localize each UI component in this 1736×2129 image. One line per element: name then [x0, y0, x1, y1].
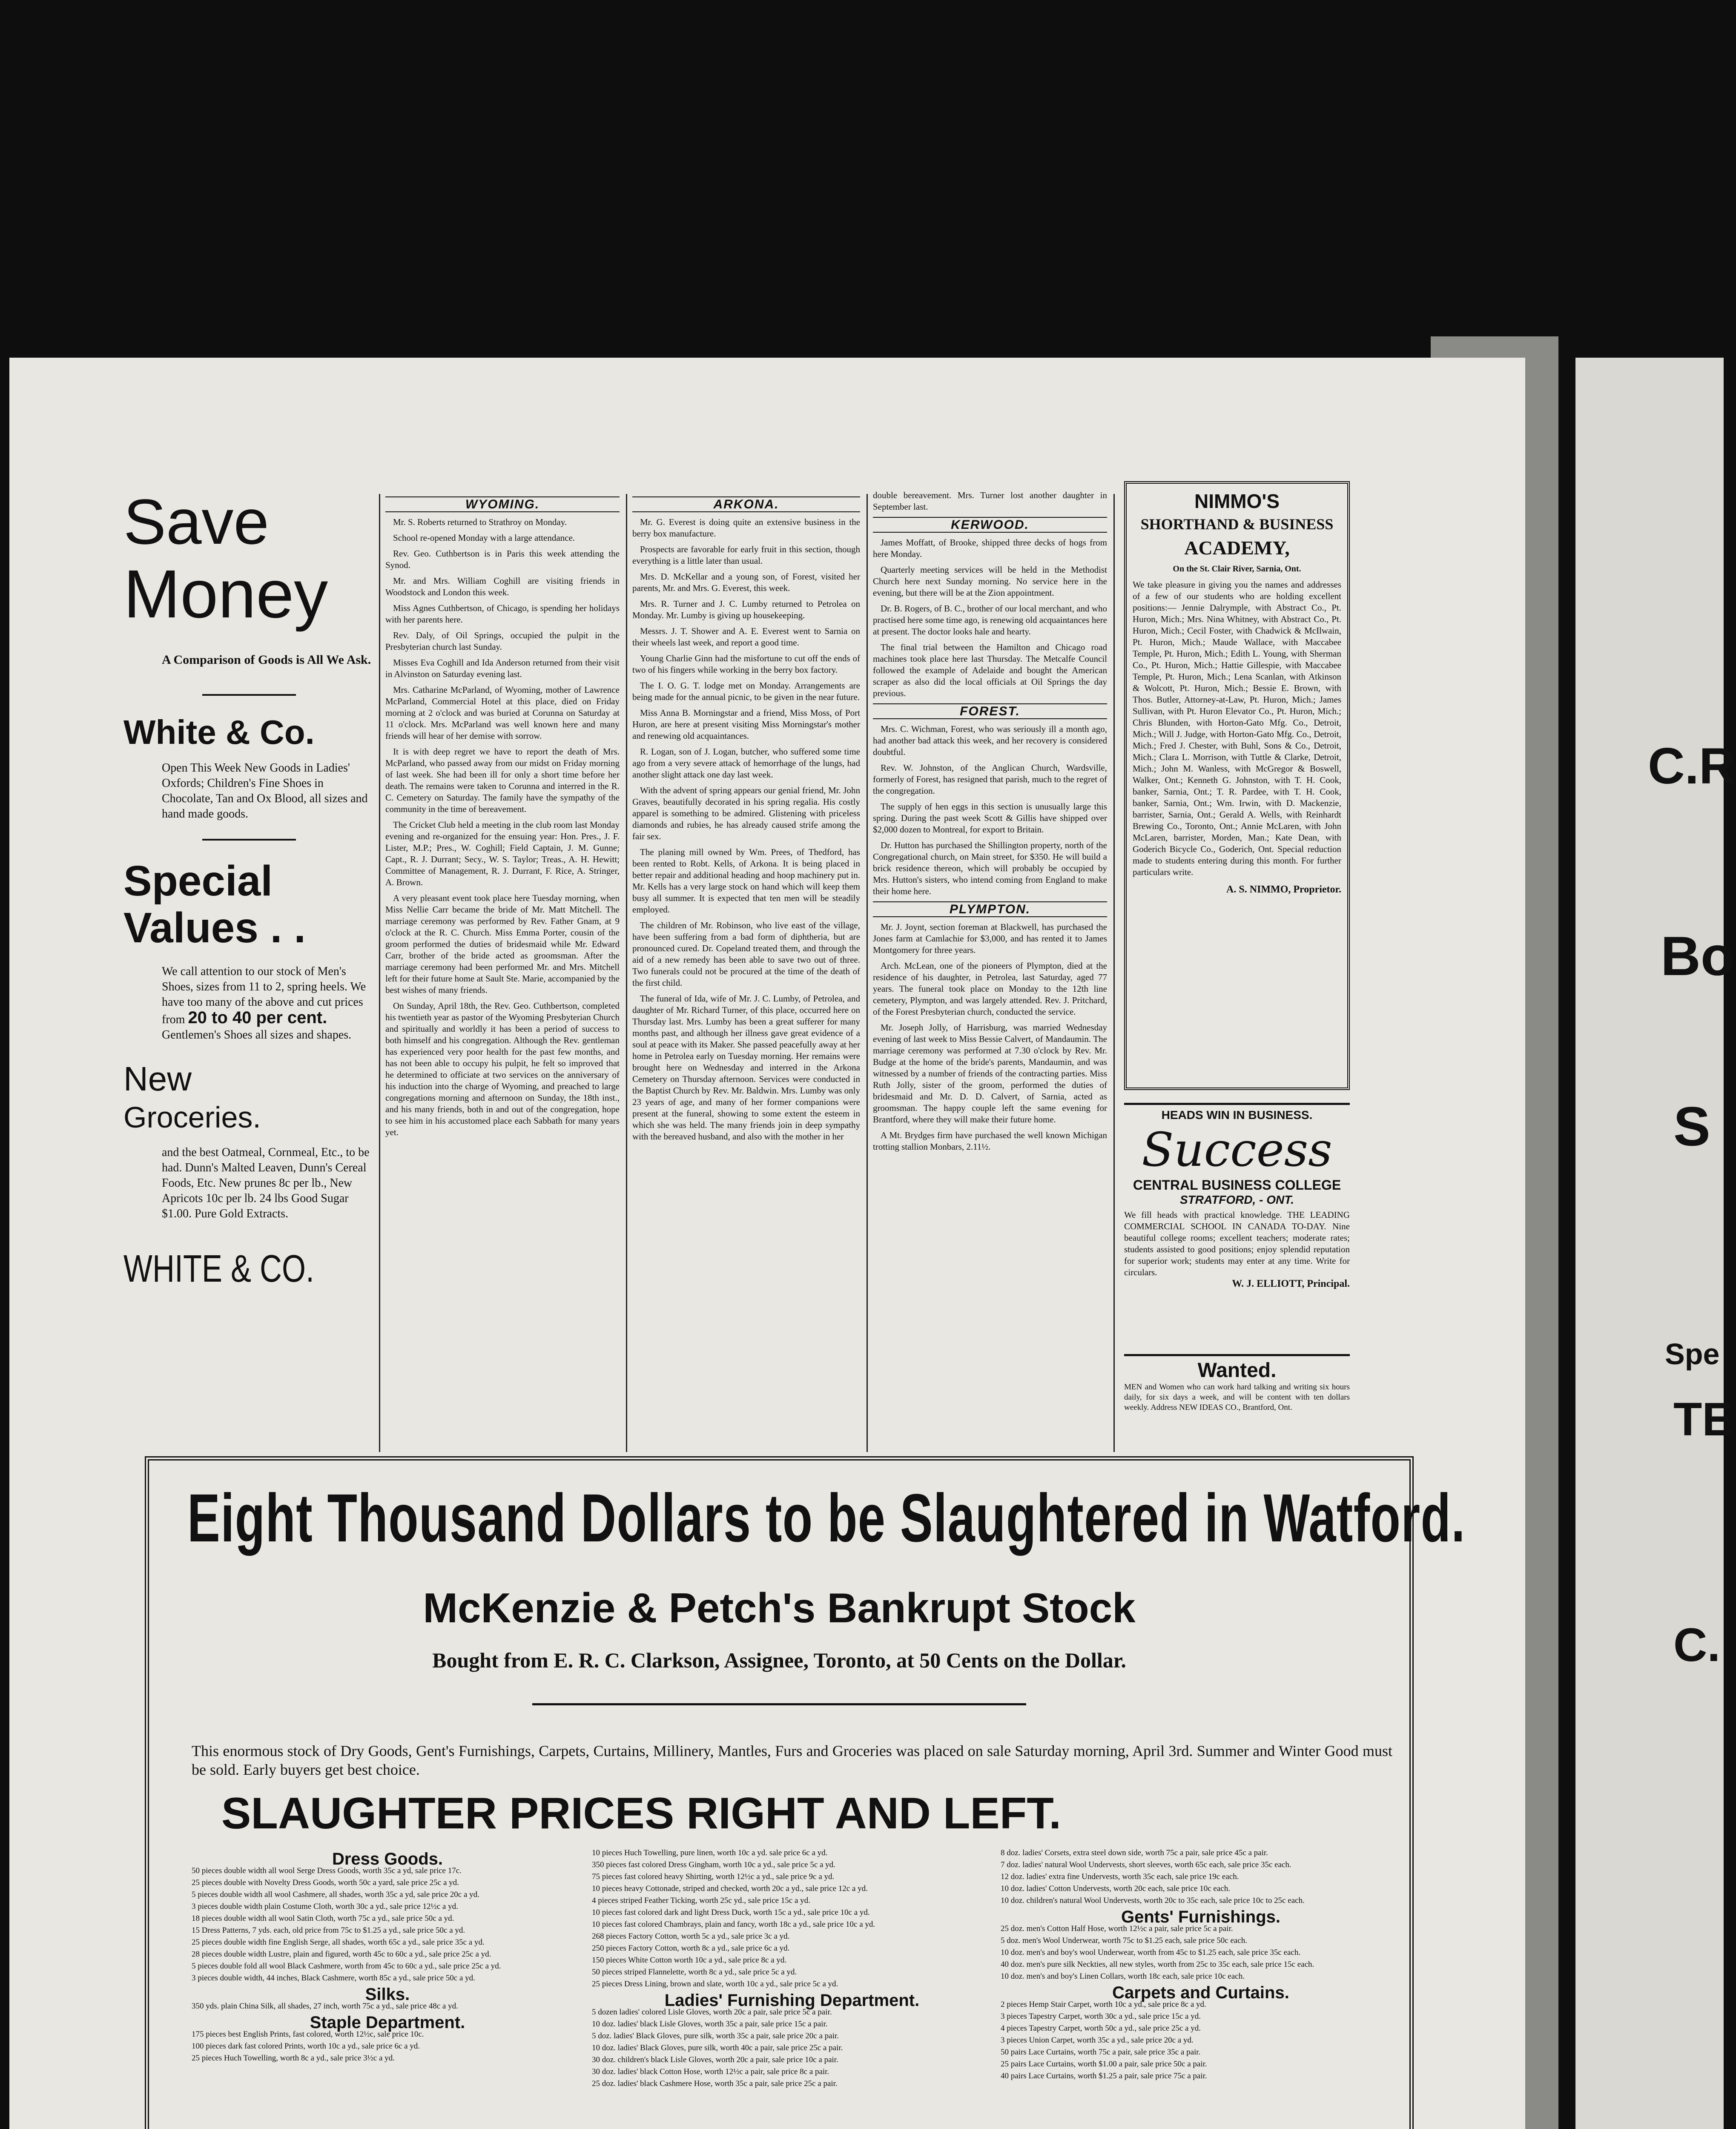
item: 5 dozen ladies' colored Lisle Gloves, worth 20c a pair, sale price 5c a pair. [592, 2008, 832, 2017]
item: 268 pieces Factory Cotton, worth 5c a yd., sale price 3c a yd. [592, 1932, 790, 1941]
item: 40 pairs Lace Curtains, worth $1.25 a pair, sale price 75c a pair. [1001, 2072, 1207, 2080]
fragment-text: C.R [1648, 737, 1736, 795]
column-rule [1113, 494, 1115, 1452]
ad-slaughter: SLAUGHTER PRICES RIGHT AND LEFT. [221, 1789, 1062, 1838]
ladies-title: Ladies' Furnishing Department. [664, 1991, 920, 2010]
news-item: The planing mill owned by Wm. Prees, of Thedford, has been rented to Robt. Kells, of Arkona. It is being placed in better repair and additional heading and hoop machinery put in. Mr. Kells has a very large stock on hand which will keep them busy all summer. It is expected that ten men will be steadily employed. [632, 847, 860, 915]
fragment-text: S [1673, 1095, 1710, 1157]
carpets-title: Carpets and Curtains. [1112, 1983, 1289, 2002]
item: 350 pieces fast colored Dress Gingham, worth 10c a yd., sale price 5c a yd. [592, 1860, 835, 1869]
ad-column-1 [192, 1848, 583, 2065]
kerwood-forest-plympton-column [873, 490, 1107, 1448]
item: 2 pieces Hemp Stair Carpet, worth 10c a yd., sale price 8c a yd. [1001, 2000, 1206, 2009]
item: 75 pieces fast colored heavy Shirting, worth 12½c a yd., sale price 9c a yd. [592, 1872, 835, 1881]
item: 4 pieces striped Feather Ticking, worth 25c yd., sale price 15c a yd. [592, 1896, 810, 1905]
item: 30 doz. ladies' black Cotton Hose, worth 12½c a pair, sale price 8c a pair. [592, 2067, 829, 2076]
ad-stock-title: McKenzie & Petch's Bankrupt Stock [423, 1584, 1136, 1631]
news-item: Quarterly meeting services will be held in the Methodist Church here next Sunday morning. No service here in the evening, but there will be at the Zion appointment. [873, 565, 1107, 598]
groceries-text: and the best Oatmeal, Cornmeal, Etc., to be had. Dunn's Malted Leaven, Dunn's Cereal Foods, Etc. New prunes 8c per lb., New Apricots 10c per lb. 24 lbs Good Sugar $1.00. Pure Gold Extracts. [162, 1146, 370, 1220]
values-text-2: Gentlemen's Shoes all sizes and shapes. [162, 1028, 352, 1042]
silks-title: Silks. [365, 1985, 410, 2004]
item: 100 pieces dark fast colored Prints, worth 10c a yd., sale price 6c a yd. [192, 2042, 420, 2051]
news-item: Arch. McLean, one of the pioneers of Plympton, died at the residence of his daughter, in Petrolea, last Saturday, aged 77 years. The funeral took place on Monday to the 12th line cemetery, Plympton, and was largely attended. Rev. J. Pritchard, of the Forest Presbyterian church, conducted the service. [873, 961, 1107, 1017]
divider [202, 694, 296, 696]
item: 150 pieces White Cotton worth 10c a yd., sale price 8c a yd. [592, 1956, 787, 1965]
item: 10 doz. ladies' Cotton Undervests, worth 20c each, sale price 10c each. [1001, 1884, 1230, 1893]
values-text [162, 964, 375, 1043]
news-item: Mrs. C. Wichman, Forest, who was seriously ill a month ago, had another bad attack this week, and her recovery is considered doubtful. [873, 724, 1107, 757]
item: 4 pieces Tapestry Carpet, worth 50c a yd., sale price 25c a yd. [1001, 2024, 1201, 2033]
item: 12 doz. ladies' extra fine Undervests, worth 35c each, sale price 19c each. [1001, 1872, 1239, 1881]
news-item: Misses Eva Coghill and Ida Anderson returned from their visit in Alvinston on Saturday evening last. [385, 657, 620, 679]
price-range: 20 to 40 per cent. [188, 1008, 327, 1027]
ad-column-3 [1001, 1848, 1401, 2083]
news-item: Mr. S. Roberts returned to Strathroy on Monday. [393, 517, 567, 527]
item: 25 pieces Dress Lining, brown and slate, worth 10c a yd., sale price 5c a yd. [592, 1980, 838, 1988]
item: 50 pieces double width all wool Serge Dress Goods, worth 35c a yd, sale price 17c. [192, 1866, 462, 1875]
news-item: R. Logan, son of J. Logan, butcher, who suffered some time ago from a very severe attack of hemorrhage of the lungs, had another slight attack one day last week. [632, 746, 860, 780]
news-item: Miss Anna B. Morningstar and a friend, Miss Moss, of Port Huron, are here at present visiting Miss Morningstar's mother and renewing old acquaintances. [632, 708, 860, 741]
kerwood-heading: KERWOOD. [873, 517, 1107, 533]
divider [1124, 1103, 1350, 1105]
money-heading: Money [123, 556, 328, 632]
news-item: On Sunday, April 18th, the Rev. Geo. Cuthbertson, completed his twentieth year as pastor of the Wyoming Presbyterian Church and spiritually and worldly it has been a period of success to both himself and his congregation. Although the Rev. gentleman has experienced very poor health for the past few months, and has not been able to occupy his pulpit, he felt so improved that he determined to officiate at two services on the anniversary of his induction into the charge of Wyoming, and preached to large congregations morning and afternoon on Sunday, the 18th inst., and his many friends, both in and out of the congregation, hope to see him in his accustomed place each Sabbath for many years yet. [385, 1001, 620, 1137]
fragment-text: Spe [1665, 1337, 1720, 1371]
item: 175 pieces best English Prints, fast colored, worth 12½c, sale price 10c. [192, 2030, 424, 2039]
news-item: Mrs. R. Turner and J. C. Lumby returned to Petrolea on Monday. Mr. Lumby is giving up housekeeping. [632, 599, 860, 620]
white-co-heading: White & Co. [123, 713, 315, 751]
plympton-heading: PLYMPTON. [873, 901, 1107, 917]
item: 15 Dress Patterns, 7 yds. each, old price from 75c to $1.25 a yd., sale price 50c a yd. [192, 1926, 465, 1935]
item: 8 doz. ladies' Corsets, extra steel down side, worth 75c a pair, sale price 45c a pair. [1001, 1848, 1268, 1857]
news-item: Mrs. Catharine McParland, of Wyoming, mother of Lawrence McParland, Commercial Hotel at this place, died on Friday morning at 2 o'clock and was buried at Corunna on Saturday at 11 o'clock. Mrs. McParland was well known here and many friends will hear of her demise with sorrow. [385, 685, 620, 741]
wanted-body: MEN and Women who can work hard talking and writing six hours daily, for six days a week, and will be content with ten dollars weekly. Address NEW IDEAS CO., Brantford, Ont. [1124, 1383, 1350, 1412]
news-item: The funeral of Ida, wife of Mr. J. C. Lumby, of Petrolea, and daughter of Mr. Richard Turner, of this place, occurred here on Thursday last. Mrs. Lumby has been a great sufferer for many months past, and although her illness gave great evidence of a soul at peace with its Maker. She passed peacefully away at her home in Petrolea early on Tuesday morning. Her remains were brought here on Wednesday and interred in the Arkona Cemetery on Thursday afternoon. Services were conducted in the Baptist Church by Rev. Mr. Baldwin. Mrs. Lumby was only 23 years of age, and many of her former companions were present at the funeral, showing to some extent the esteem in which she was held. The many friends join in deep sympathy with the bereaved husband, and also with the mother in her [632, 993, 860, 1142]
nimmo-body: We take pleasure in giving you the names and addresses of a few of our students who are holding excellent positions:— Jennie Dalrymple, with Abstract Co., Pt. Huron, Mich.; Mrs. Nina Whitney, with Abstract Co., Pt. Huron, Mich.; Cecil Foster, with Chadwick & McIlwain, Pt. Huron, Mich.; Maude Wallace, with Maccabee Temple, Pt. Huron, Mich.; Edith L. Young, with Sherman Co., Pt. Huron, Mich.; Hattie Gillespie, with Maccabee Temple, Pt. Huron, Mich.; Lena Scanlan, with Atkinson & Wolcott, Pt. Huron, Mich.; Bessie E. Brown, with Thos. Butler, Attorney-at-Law, Pt. Huron, Mich.; James Sullivan, with Pt. Huron Elevator Co., Pt. Huron, Mich.; Chris Blunden, with Horton-Gato Mfg. Co., Detroit, Mich.; Will J. Judge, with Horton-Gato Mfg. Co., Detroit, Mich.; Fred J. Chester, with Buhl, Sons & Co., Detroit, Mich.; Clara L. Morrison, with Tuttle & Clarke, Detroit, Mich.; John M. Wanless, with McGregor & Boswell, Walker, Ont.; Kenneth G. Johnston, with T. H. Cook, banker, Sarnia, Ont.; T. R. Pardee, with T. H. Cook, banker, Sarnia, Ont.; Wm. Irwin, with D. Mackenzie, barrister, Sarnia, Ont.; Gerald A. Wells, with Reinhardt Brewing Co., Toronto, Ont.; Annie McLaren, with John McLaren, barrister, Morden, Man.; Kate Dean, with Goderich Bicycle Co., Goderich, Ont. Special reduction made to students entering during this month. For further particulars write. [1133, 580, 1341, 877]
news-item: A very pleasant event took place here Tuesday morning, when Miss Nellie Carr became the bride of Mr. Matt Mitchell. The marriage ceremony was performed by Rev. Father Gnam, at 9 o'clock at the R. C. Church. Miss Emma Porter, cousin of the groom performed the duties of bridesmaid while Mr. Edward Carr, brother of the bride acted as groomsman. After the marriage ceremony had been performed Mr. and Mrs. Mitchell left for their future home at Sault Ste. Marie, accompanied by the best wishes of many friends. [385, 893, 620, 995]
item: 250 pieces Factory Cotton, worth 8c a yd., sale price 6c a yd. [592, 1944, 790, 1953]
item: 10 pieces Huch Towelling, pure linen, worth 10c a yd. sale price 6c a yd. [592, 1848, 828, 1857]
news-item: School re-opened Monday with a large attendance. [393, 533, 575, 543]
item: 5 doz. ladies' Black Gloves, pure silk, worth 35c a pair, sale price 20c a pair. [592, 2031, 839, 2040]
column-rule [867, 494, 868, 1452]
white-co-footer: WHITE & CO. [123, 1248, 314, 1290]
wyoming-column [385, 494, 620, 1448]
item: 18 pieces double width all wool Satin Cloth, worth 75c a yd., sale price 50c a yd. [192, 1914, 454, 1923]
dress-goods-title: Dress Goods. [332, 1850, 443, 1868]
divider [202, 839, 296, 841]
news-item: A Mt. Brydges firm have purchased the well known Michigan trotting stallion Monbars, 2.11½. [873, 1130, 1107, 1152]
item: 3 pieces double width, 44 inches, Black Cashmere, worth 85c a yd., sale price 50c a yd. [192, 1974, 475, 1983]
item: 25 doz. men's Cotton Half Hose, worth 12½c a pair, sale price 5c a pair. [1001, 1924, 1233, 1933]
item: 25 pieces Huch Towelling, worth 8c a yd., sale price 3½c a yd. [192, 2054, 395, 2063]
item: 10 pieces heavy Cottonade, striped and checked, worth 20c a yd., sale price 12c a yd. [592, 1884, 868, 1893]
item: 25 pairs Lace Curtains, worth $1.00 a pair, sale price 50c a pair. [1001, 2060, 1207, 2069]
ad-headline: Eight Thousand Dollars to be Slaughtered in Watford. [187, 1480, 1466, 1556]
news-item: Miss Agnes Cuthbertson, of Chicago, is spending her holidays with her parents here. [385, 603, 620, 625]
fragment-text: Bo [1661, 925, 1735, 987]
new-heading: New [123, 1060, 192, 1098]
college-name: CENTRAL BUSINESS COLLEGE [1133, 1177, 1341, 1193]
news-item: The I. O. G. T. lodge met on Monday. Arrangements are being made for the annual picnic, to be given in the near future. [632, 680, 860, 702]
news-item: Mr. and Mrs. William Coghill are visiting friends in Woodstock and London this week. [385, 576, 620, 597]
item: 10 doz. ladies' Black Gloves, pure silk, worth 40c a pair, sale price 25c a pair. [592, 2043, 843, 2052]
arkona-heading: ARKONA. [632, 496, 860, 512]
adjacent-page [1575, 358, 1724, 2129]
news-item: double bereavement. Mrs. Turner lost another daughter in September last. [873, 490, 1107, 512]
central-college-ad [1124, 1103, 1350, 1290]
heads-win: HEADS WIN IN BUSINESS. [1161, 1108, 1313, 1122]
divider [532, 1703, 1026, 1705]
item: 28 pieces double width Lustre, plain and figured, worth 45c to 60c a yd., sale price 25c a yd. [192, 1950, 491, 1959]
college-city: STRATFORD, - ONT. [1179, 1193, 1294, 1206]
ad-bought-from: Bought from E. R. C. Clarkson, Assignee, Toronto, at 50 Cents on the Dollar. [432, 1648, 1126, 1672]
column-rule [626, 494, 627, 1452]
news-item: Mr. Joseph Jolly, of Harrisburg, was married Wednesday evening of last week to Miss Bessie Calvert, of Mandaumin. The marriage ceremony was performed at 7.30 o'clock by Rev. Mr. Budge at the home of the bride's parents, Mandaumin, and was witnessed by a number of friends of the contracting parties. Miss Ruth Jolly, sister of the groom, performed the duties of bridesmaid and Mr. D. D. Calvert, of Sarnia, acted as groomsman. The happy couple left the same evening for Brantford, where they will make their future home. [873, 1022, 1107, 1125]
news-item: Prospects are favorable for early fruit in this section, though everything is a little later than usual. [632, 544, 860, 566]
nimmo-subtitle: SHORTHAND & BUSINESS [1140, 516, 1334, 533]
item: 10 pieces fast colored Chambrays, plain and fancy, worth 18c a yd., sale price 10c a yd. [592, 1920, 875, 1929]
nimmo-academy: ACADEMY, [1184, 537, 1290, 559]
nimmo-proprietor: A. S. NIMMO, Proprietor. [1226, 884, 1341, 895]
item: 7 doz. ladies' natural Wool Undervests, short sleeves, worth 65c each, sale price 35c each. [1001, 1860, 1291, 1869]
news-item: The Cricket Club held a meeting in the club room last Monday evening and re-organized for the ensuing year: Hon. Pres., J. F. Lister, M.P.; Pres., W. Coghill; Field Captain, J. M. Gunne; Capt., R. J. Durrant; Secy., W. S. Taylor; Treas., A. H. Hewitt; Committee of Management, R. J. Durrant, F. Rice, A. Stringer, A. Brown. [385, 820, 620, 887]
news-item: Dr. B. Rogers, of B. C., brother of our local merchant, and who practised here some time ago, is renewing old acquaintances here at present. The doctor looks hale and hearty. [873, 603, 1107, 637]
news-item: With the advent of spring appears our genial friend, Mr. John Graves, beautifully decorated in his spring regalia. His costly apparel is something to be admired. Glistening with priceless diamonds and rubies, he has already caused strife among the fair sex. [632, 785, 860, 841]
item: 5 doz. men's Wool Underwear, worth 75c to $1.25 each, sale price 50c each. [1001, 1936, 1248, 1945]
item: 50 pairs Lace Curtains, worth 75c a pair, sale price 35c a pair. [1001, 2048, 1201, 2057]
gents-title: Gents' Furnishings. [1121, 1908, 1280, 1926]
news-item: James Moffatt, of Brooke, shipped three decks of hogs from here Monday. [873, 537, 1107, 559]
item: 10 doz. men's and boy's wool Underwear, worth from 45c to $1.25 each, sale price 35c each. [1001, 1948, 1301, 1957]
arkona-column [632, 494, 860, 1448]
wyoming-heading: WYOMING. [385, 496, 620, 512]
forest-heading: FOREST. [873, 703, 1107, 719]
college-body: We fill heads with practical knowledge. THE LEADING COMMERCIAL SCHOOL IN CANADA TO-DAY. Nine beautiful college rooms; excellent teachers; moderate rates; students assisted to good positions; enjoy splendid reputation for superior work; students may enter at any time. Write for circulars. [1124, 1210, 1350, 1277]
nimmo-title: NIMMO'S [1194, 490, 1280, 512]
item: 10 pieces fast colored dark and light Dress Duck, worth 15c a yd., sale price 10c a yd. [592, 1908, 870, 1917]
news-item: The children of Mr. Robinson, who live east of the village, have been suffering from a bad form of diphtheria, but are pronounced cured. Dr. Copeland treated them, and through the aid of a new remedy has been able to save two out of three. Two funerals could not be procured at the time of the death of the first child. [632, 920, 860, 988]
item: 5 pieces double fold all wool Black Cashmere, worth from 45c to 60c a yd., sale price 25c a yd. [192, 1962, 501, 1971]
item: 25 doz. ladies' black Cashmere Hose, worth 35c a pair, sale price 25c a pair. [592, 2079, 838, 2088]
news-item: Rev. Geo. Cuthbertson is in Paris this week attending the Synod. [385, 548, 620, 570]
news-item: Mrs. D. McKellar and a young son, of Forest, visited her parents, Mr. and Mrs. G. Everest, this week. [632, 571, 860, 593]
item: 3 pieces Tapestry Carpet, worth 30c a yd., sale price 15c a yd. [1001, 2012, 1201, 2021]
item: 30 doz. children's black Lisle Gloves, worth 20c a pair, sale price 10c a pair. [592, 2055, 838, 2064]
wanted-title: Wanted. [1197, 1359, 1277, 1382]
item: 25 pieces double width fine English Serge, all shades, worth 65c a yd., sale price 35c a yd. [192, 1938, 485, 1947]
news-item: The supply of hen eggs in this section is unusually large this spring. During the past week Scott & Gillis have shipped over $2,000 dozen to Montreal, for export to Britain. [873, 801, 1107, 835]
fragment-text: TE [1673, 1393, 1733, 1446]
news-item: Dr. Hutton has purchased the Shillington property, north of the Congregational church, on Main street, for $350. He will build a brick residence thereon, which will probably be occupied by Mrs. Hutton's sisters, who intend coming from England to make their home here. [873, 840, 1107, 896]
wanted-ad [1124, 1354, 1350, 1413]
item: 50 pieces striped Flannelette, worth 8c a yd., sale price 5c a yd. [592, 1968, 797, 1977]
item: 10 doz. ladies' black Lisle Gloves, worth 35c a pair, sale price 15c a pair. [592, 2020, 828, 2029]
values-text-1: We call attention to our stock of Men's Shoes, sizes from 11 to 2, spring heels. We have too many of the above and cut prices from [162, 965, 366, 1026]
news-item: Messrs. J. T. Shower and A. E. Everest went to Sarnia on their wheels last week, and report a good time. [632, 626, 860, 648]
values-heading: Values . . [123, 904, 306, 952]
news-item: Mr. G. Everest is doing quite an extensive business in the berry box manufacture. [632, 517, 860, 539]
item: 10 doz. children's natural Wool Undervests, worth 20c to 35c each, sale price 10c to 25c each. [1001, 1896, 1305, 1905]
college-principal: W. J. ELLIOTT, Principal. [1232, 1278, 1350, 1289]
nimmo-location: On the St. Clair River, Sarnia, Ont. [1173, 564, 1301, 574]
ad-intro: This enormous stock of Dry Goods, Gent's Furnishings, Carpets, Curtains, Millinery, Mantles, Furs and Groceries was placed on sale Saturday morning, April 3rd. Summer and Winter Good must be sold. Early buyers get best choice. [192, 1742, 1392, 1778]
ad-column-2 [592, 1848, 992, 2091]
comparison-text: A Comparison of Goods is All We Ask. [162, 653, 371, 667]
special-heading: Special [123, 857, 273, 905]
item: 40 doz. men's pure silk Neckties, all new styles, worth from 25c to 35c each, sale price 15c each. [1001, 1960, 1314, 1969]
item: 3 pieces Union Carpet, worth 35c a yd., sale price 20c a yd. [1001, 2036, 1194, 2045]
item: 25 pieces double with Novelty Dress Goods, worth 50c a yard, sale price 25c a yd. [192, 1878, 459, 1887]
news-item: It is with deep regret we have to report the death of Mrs. McParland, who passed away from our midst on Friday morning of last week. She had been ill for only a short time before her death. The remains were taken to Corunna and interred in the R. C. Cemetery on Saturday. The family have the sympathy of the community in the time of bereavement. [385, 746, 620, 814]
item: 10 doz. men's and boy's Linen Collars, worth 18c each, sale price 10c each. [1001, 1972, 1245, 1981]
staple-title: Staple Department. [310, 2013, 465, 2032]
item: 3 pieces double width plain Costume Cloth, worth 30c a yd., sale price 12½c a yd. [192, 1902, 458, 1911]
divider [1124, 1354, 1350, 1356]
news-item: Young Charlie Ginn had the misfortune to cut off the ends of two of his fingers while working in the berry box factory. [632, 653, 860, 675]
white-co-ad [123, 486, 375, 1291]
fragment-text: C. [1673, 1619, 1720, 1671]
item: 350 yds. plain China Silk, all shades, 27 inch, worth 75c a yd., sale price 48c a yd. [192, 2002, 458, 2011]
news-item: Rev. Daly, of Oil Springs, occupied the pulpit in the Presbyterian church last Sunday. [385, 630, 620, 652]
news-item: The final trial between the Hamilton and Chicago road machines took place here last Thursday. The Metcalfe Council followed the example of Adelaide and bought the American scraper as also did the local officials at Oil Springs the day previous. [873, 642, 1107, 698]
save-heading: Save [123, 486, 269, 557]
news-item: Rev. W. Johnston, of the Anglican Church, Wardsville, formerly of Forest, has resigned that parish, much to the regret of the congregation. [873, 763, 1107, 796]
nimmo-academy-ad [1124, 481, 1350, 1090]
groceries-heading: Groceries. [123, 1101, 261, 1134]
item: 5 pieces double width all wool Cashmere, all shades, worth 35c a yd, sale price 20c a yd. [192, 1890, 479, 1899]
open-week-text: Open This Week New Goods in Ladies' Oxfords; Children's Fine Shoes in Chocolate, Tan and Ox Blood, all sizes and hand made goods. [162, 761, 368, 821]
success-script: Success [1142, 1122, 1332, 1177]
column-rule [379, 494, 380, 1452]
news-item: Mr. J. Joynt, section foreman at Blackwell, has purchased the Jones farm at Camlachie for $3,000, and has rented it to James Montgomery for three years. [873, 922, 1107, 955]
